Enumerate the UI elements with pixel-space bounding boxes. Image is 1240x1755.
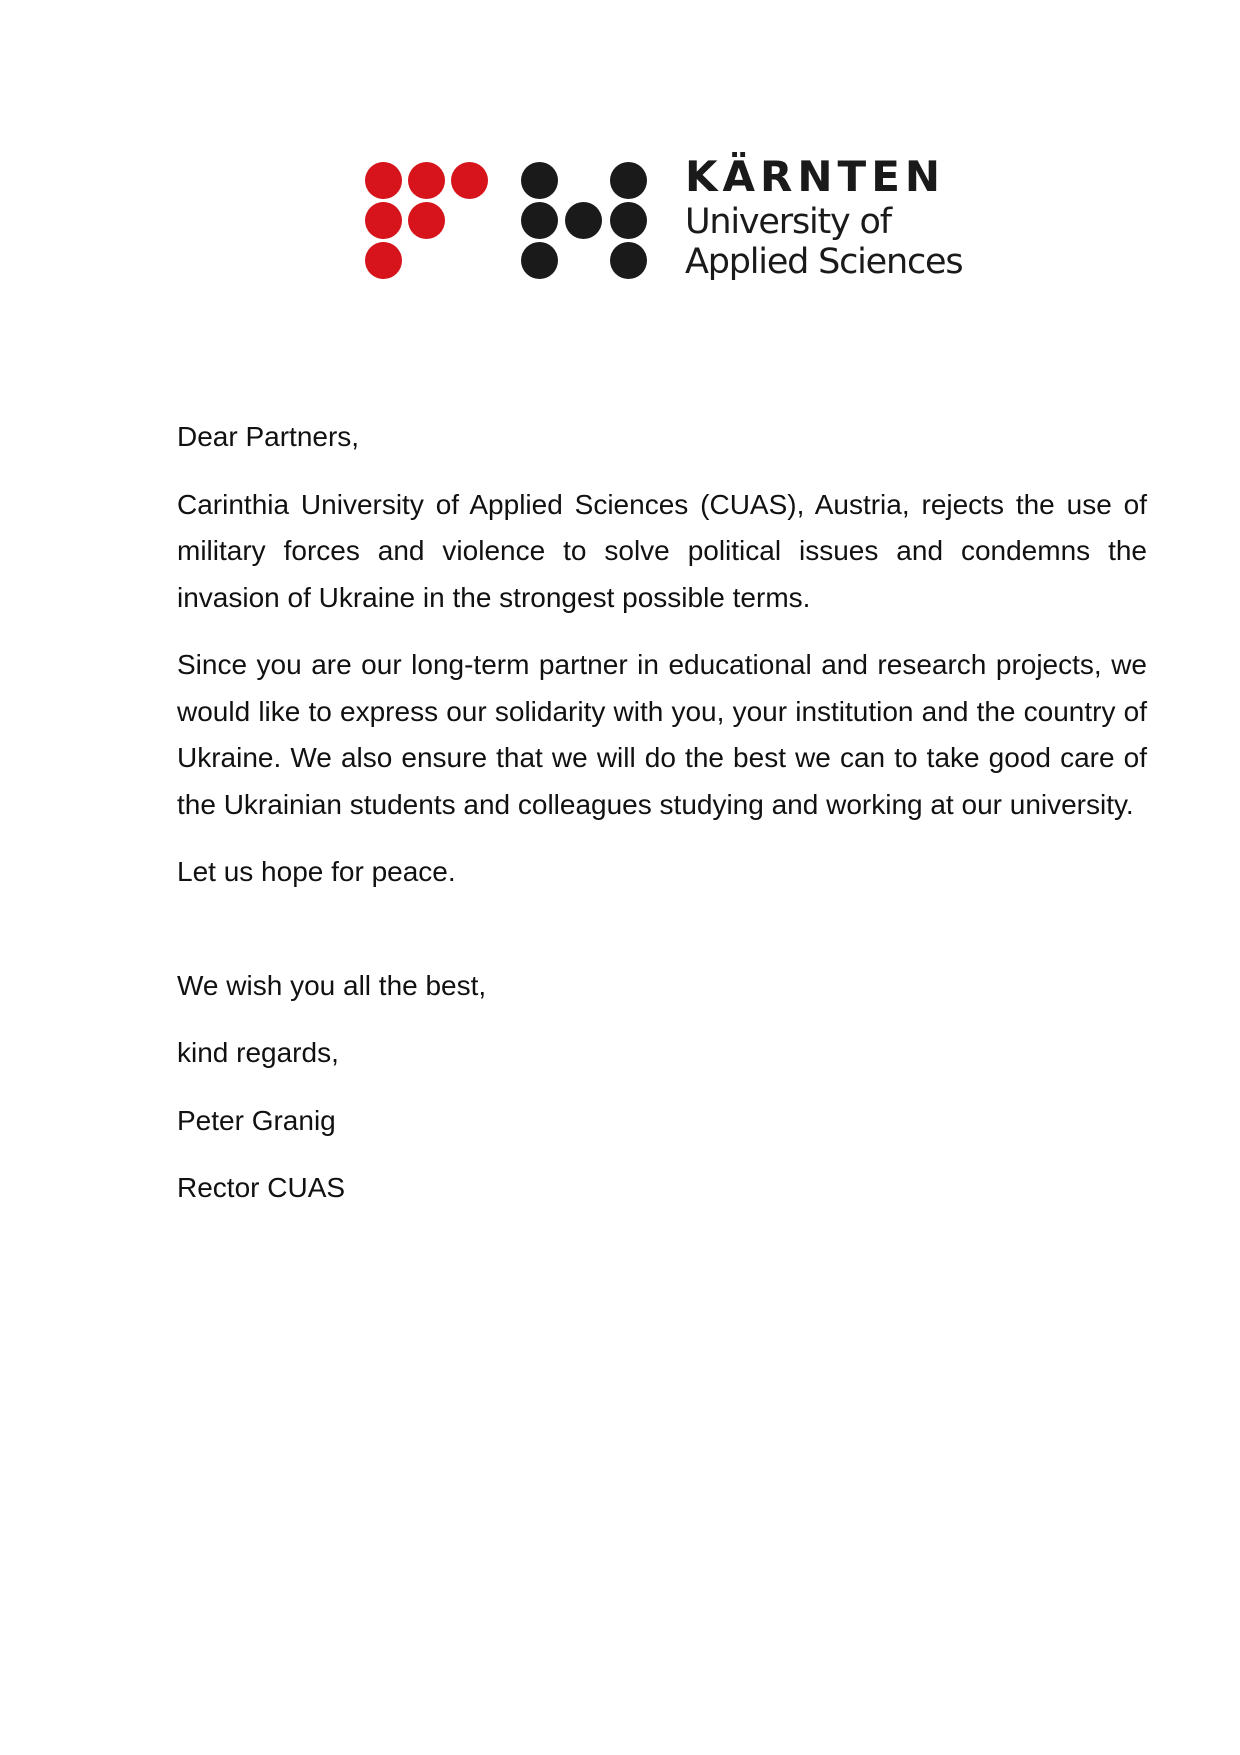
logo-dot-pattern	[365, 152, 655, 302]
paragraph-peace: Let us hope for peace.	[177, 856, 456, 887]
logo-dot-red	[451, 162, 488, 199]
logo-dot-black	[610, 162, 647, 199]
salutation: Dear Partners,	[177, 421, 360, 452]
paragraph-condemnation: Carinthia University of Applied Sciences (CUAS), Austria, rejects the use of military forces and violence to solve political issues and condemns the invasion of Ukraine in the strongest possible terms.	[177, 488, 1147, 613]
logo-dot-black	[610, 242, 647, 279]
logo-dot-red	[365, 242, 402, 279]
logo-subtitle-line2: Applied Sciences	[685, 242, 963, 282]
logo-dot-black	[565, 202, 602, 239]
logo-wordmark	[685, 152, 975, 282]
closing-regards: kind regards,	[177, 1037, 339, 1068]
logo-dot-red	[408, 202, 445, 239]
university-logo	[365, 152, 965, 302]
signer-name: Peter Granig	[177, 1104, 336, 1136]
letter-body	[177, 414, 1147, 1233]
logo-dot-red	[408, 162, 445, 199]
logo-dot-black	[521, 162, 558, 199]
logo-dot-black	[610, 202, 647, 239]
closing-wish: We wish you all the best,	[177, 969, 487, 1001]
logo-dot-red	[365, 202, 402, 239]
logo-subtitle-line1: University of	[685, 202, 891, 242]
paragraph-solidarity: Since you are our long-term partner in educational and research projects, we would like to express our solidarity with you, your institution and the country of Ukraine. We also ensure that we will do the best we can to take good care of the Ukrainian students and colleagues studying and working at our university.	[177, 649, 1147, 820]
logo-title: KÄRNTEN	[685, 152, 946, 201]
signer-title: Rector CUAS	[177, 1172, 346, 1203]
logo-dot-black	[521, 242, 558, 279]
logo-dot-black	[521, 202, 558, 239]
logo-dot-red	[365, 162, 402, 199]
